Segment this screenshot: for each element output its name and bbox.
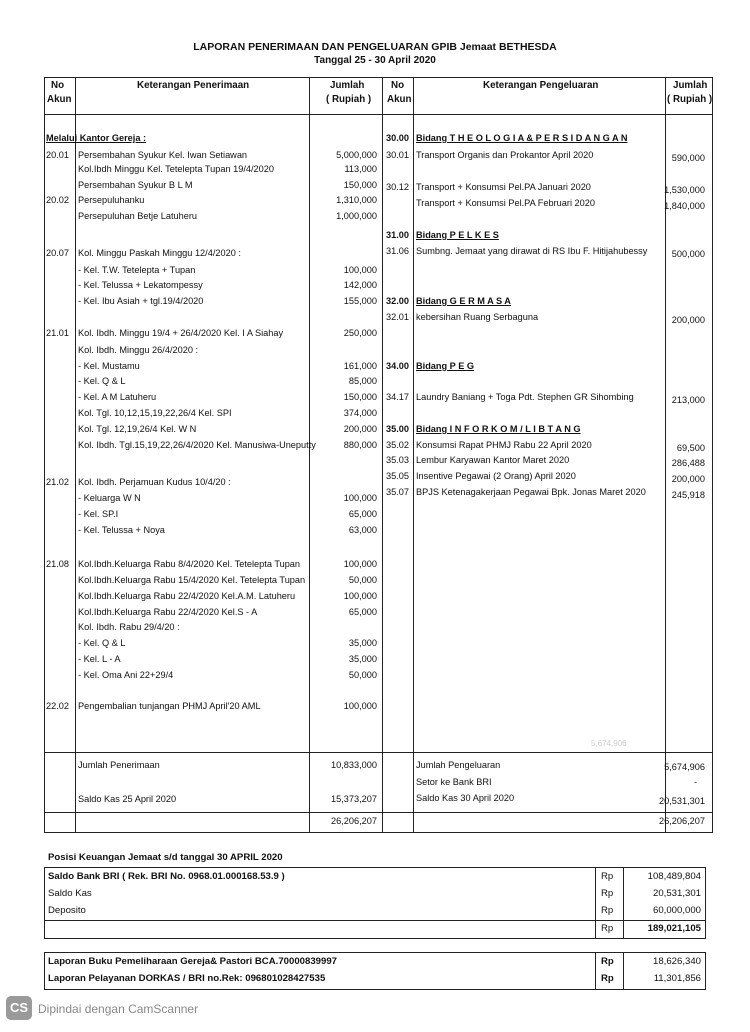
receipt-amount: 200,000	[343, 424, 377, 434]
posisi-label: Saldo Kas	[48, 888, 92, 899]
col-header-akun: Akun	[387, 94, 412, 105]
receipt-akun: 20.02	[46, 195, 69, 205]
posisi-total-currency: Rp	[601, 923, 614, 934]
laporan-table	[44, 952, 706, 990]
col-header-no: No	[51, 80, 65, 91]
receipt-desc: - Keluarga W N	[78, 493, 141, 503]
col-divider	[309, 78, 310, 832]
expense-desc: Transport Organis dan Prokantor April 2020	[416, 150, 594, 160]
header-divider	[45, 114, 712, 115]
report-table	[44, 77, 713, 833]
posisi-label: Deposito	[48, 905, 86, 916]
receipt-desc: Kol. Minggu Paskah Minggu 12/4/2020 :	[78, 248, 241, 258]
expense-amount: 500,000	[671, 249, 705, 259]
receipt-amount: 50,000	[348, 670, 377, 680]
saldo-kas-awal-value: 15,373,207	[331, 794, 377, 804]
grand-total-right: 26,206,207	[659, 816, 705, 826]
col-header-rupiah: ( Rupiah )	[667, 94, 713, 105]
grand-total-divider	[45, 812, 712, 813]
col-header-akun: Akun	[47, 94, 72, 105]
receipt-desc: - Kel. T.W. Tetelepta + Tupan	[78, 265, 196, 275]
posisi-amount: 60,000,000	[652, 905, 701, 916]
receipt-amount: 1,000,000	[336, 211, 377, 221]
receipt-amount: 161,000	[343, 361, 377, 371]
receipt-desc: Kol. Ibdh. Minggu 26/4/2020 :	[78, 345, 199, 355]
expense-amount: 1,840,000	[664, 201, 705, 211]
receipt-akun: 21.08	[46, 559, 69, 569]
setor-bank-value: -	[693, 777, 697, 787]
col-header-jumlah: Jumlah	[673, 80, 708, 91]
posisi-currency: Rp	[601, 905, 614, 916]
receipt-desc: Kol. Ibdh. Minggu 19/4 + 26/4/2020 Kel. I A Siahay	[78, 328, 284, 338]
expense-desc: Bidang P E G	[416, 361, 475, 371]
expense-desc: Sumbng. Jemaat yang dirawat di RS Ibu F. Hitijahubessy	[416, 246, 648, 256]
receipt-amount: 880,000	[343, 440, 377, 450]
setor-bank-label: Setor ke Bank BRI	[416, 777, 492, 787]
receipt-amount: 35,000	[348, 654, 377, 664]
receipt-amount: 113,000	[344, 164, 377, 174]
receipt-amount: 374,000	[343, 408, 377, 418]
receipt-amount: 100,000	[343, 591, 377, 601]
faint-note: 5,674,906	[591, 739, 627, 748]
camscanner-text: Dipindai dengan CamScanner	[38, 1002, 199, 1016]
expense-amount: 286,488	[671, 458, 705, 468]
laporan-label: Laporan Buku Pemeliharaan Gereja& Pastori BCA.70000839997	[48, 956, 338, 967]
receipt-desc: Kol. Ibdh. Rabu 29/4/20 :	[78, 622, 180, 632]
receipt-amount: 142,000	[343, 280, 377, 290]
col-header-jumlah: Jumlah	[330, 80, 365, 91]
receipt-desc: - Kel. Mustamu	[78, 361, 140, 371]
report-title: LAPORAN PENERIMAAN DAN PENGELUARAN GPIB Jemaat BETHESDA	[193, 41, 557, 53]
expense-desc: Bidang I N F O R K O M / L I B T A N G	[416, 424, 581, 434]
expense-desc: Bidang G E R M A S A	[416, 296, 511, 306]
jumlah-penerimaan-label: Jumlah Penerimaan	[78, 760, 160, 770]
receipt-desc: - Kel. SP.I	[78, 509, 119, 519]
receipt-desc: - Kel. Ibu Asiah + tgl.19/4/2020	[78, 296, 204, 306]
expense-desc: Lembur Karyawan Kantor Maret 2020	[416, 455, 570, 465]
expense-amount: 200,000	[671, 474, 705, 484]
col-divider	[595, 868, 596, 938]
receipt-amount: 100,000	[343, 701, 377, 711]
posisi-currency: Rp	[601, 871, 614, 882]
receipt-akun: 20.07	[46, 248, 69, 258]
expense-desc: kebersihan Ruang Serbaguna	[416, 312, 539, 322]
expense-desc: BPJS Ketenagakerjaan Pegawai Bpk. Jonas Maret 2020	[416, 487, 646, 497]
receipt-desc: Kol.Ibdh.Keluarga Rabu 8/4/2020 Kel. Tetelepta Tupan	[78, 559, 301, 569]
receipt-amount: 155,000	[343, 296, 377, 306]
posisi-amount: 20,531,301	[652, 888, 701, 899]
saldo-kas-akhir-value: 20,531,301	[659, 796, 705, 806]
receipt-akun: 21.01	[46, 328, 69, 338]
col-header-pengeluaran: Keterangan Pengeluaran	[483, 80, 599, 91]
col-divider	[413, 78, 414, 832]
posisi-table	[44, 867, 706, 939]
expense-akun: 35.02	[386, 440, 409, 450]
receipt-desc: Kol. Ibdh. Tgl.15,19,22,26/4/2020 Kel. Manusiwa-Uneputty	[78, 440, 316, 450]
expense-desc: Laundry Baniang + Toga Pdt. Stephen GR Sihombing	[416, 392, 634, 402]
expense-akun: 35.03	[386, 455, 409, 465]
receipt-akun: 22.02	[46, 701, 69, 711]
receipt-desc: - Kel. Q & L	[78, 638, 126, 648]
receipt-desc: - Kel. Q & L	[78, 376, 126, 386]
expense-desc: Bidang T H E O L O G I A & P E R S I D A N G A N	[416, 133, 628, 143]
expense-akun: 30.12	[386, 182, 409, 192]
expense-akun: 34.00	[386, 361, 409, 371]
receipt-desc: Kol.Ibdh.Keluarga Rabu 22/4/2020 Kel.S - A	[78, 607, 258, 617]
receipt-desc: - Kel. Oma Ani 22+29/4	[78, 670, 174, 680]
receipt-amount: 35,000	[348, 638, 377, 648]
receipt-amount: 50,000	[348, 575, 377, 585]
expense-amount: 213,000	[671, 395, 705, 405]
receipt-desc: Persembahan Syukur Kel. Iwan Setiawan	[78, 150, 248, 160]
posisi-total-value: 189,021,105	[647, 923, 701, 934]
expense-akun: 30.00	[386, 133, 409, 143]
camscanner-logo: CS	[6, 996, 32, 1020]
receipt-desc: Persepuluhanku	[78, 195, 145, 205]
receipt-desc: Persembahan Syukur B L M	[78, 180, 193, 190]
expense-akun: 34.17	[386, 392, 409, 402]
col-header-rupiah: ( Rupiah )	[326, 94, 372, 105]
col-divider	[382, 78, 383, 832]
expense-akun: 35.07	[386, 487, 409, 497]
laporan-amount: 18,626,340	[652, 956, 701, 967]
expense-akun: 32.01	[386, 312, 409, 322]
receipt-desc: Pengembalian tunjangan PHMJ April'20 AML	[78, 701, 261, 711]
receipt-desc: Melalui Kantor Gereja :	[46, 133, 147, 143]
receipt-amount: 100,000	[343, 559, 377, 569]
expense-amount: 590,000	[671, 153, 705, 163]
expense-desc: Transport + Konsumsi Pel.PA Februari 2020	[416, 198, 595, 208]
laporan-currency: Rp	[601, 973, 614, 984]
expense-amount: 200,000	[671, 315, 705, 325]
receipt-desc: Persepuluhan Betje Latuheru	[78, 211, 198, 221]
receipt-desc: Kol. Ibdh. Perjamuan Kudus 10/4/20 :	[78, 477, 231, 487]
receipt-desc: - Kel. Telussa + Lekatompessy	[78, 280, 203, 290]
receipt-desc: Kol.Ibdh.Keluarga Rabu 22/4/2020 Kel.A.M. Latuheru	[78, 591, 296, 601]
receipt-desc: - Kel. A M Latuheru	[78, 392, 157, 402]
receipt-desc: Kol. Tgl. 12,19,26/4 Kel. W N	[78, 424, 197, 434]
expense-akun: 32.00	[386, 296, 409, 306]
receipt-akun: 20.01	[46, 150, 69, 160]
col-divider	[595, 953, 596, 989]
jumlah-pengeluaran-label: Jumlah Pengeluaran	[416, 760, 501, 770]
expense-akun: 31.06	[386, 246, 409, 256]
saldo-kas-awal-label: Saldo Kas 25 April 2020	[78, 794, 177, 804]
expense-akun: 30.01	[386, 150, 409, 160]
jumlah-penerimaan-value: 10,833,000	[331, 760, 377, 770]
receipt-desc: Kol. Tgl. 10,12,15,19,22,26/4 Kel. SPI	[78, 408, 232, 418]
posisi-currency: Rp	[601, 888, 614, 899]
posisi-label: Saldo Bank BRI ( Rek. BRI No. 0968.01.000168.53.9 )	[48, 871, 285, 882]
receipt-amount: 65,000	[348, 509, 377, 519]
jumlah-pengeluaran-value: 5,674,906	[664, 762, 705, 772]
saldo-kas-akhir-label: Saldo Kas 30 April 2020	[416, 793, 515, 803]
expense-desc: Bidang P E L K E S	[416, 230, 499, 240]
camscanner-watermark	[6, 996, 256, 1022]
receipt-desc: - Kel. Telussa + Noya	[78, 525, 165, 535]
receipt-amount: 150,000	[343, 392, 377, 402]
col-header-no: No	[391, 80, 405, 91]
expense-amount: 69,500	[676, 443, 705, 453]
receipt-amount: 1,310,000	[336, 195, 377, 205]
posisi-total-divider	[45, 920, 705, 921]
receipt-akun: 21.02	[46, 477, 69, 487]
posisi-amount: 108,489,804	[647, 871, 701, 882]
posisi-title: Posisi Keuangan Jemaat s/d tanggal 30 APRIL 2020	[48, 852, 283, 863]
receipt-amount: 250,000	[343, 328, 377, 338]
receipt-amount: 5,000,000	[336, 150, 377, 160]
expense-amount: 245,918	[671, 490, 705, 500]
receipt-amount: 85,000	[348, 376, 377, 386]
report-date: Tanggal 25 - 30 April 2020	[314, 55, 436, 66]
receipt-desc: Kol.Ibdh Minggu Kel. Tetelepta Tupan 19/4/2020	[78, 164, 274, 174]
receipt-amount: 150,000	[343, 180, 377, 190]
expense-akun: 35.05	[386, 471, 409, 481]
col-divider	[623, 953, 624, 989]
expense-desc: Transport + Konsumsi Pel.PA Januari 2020	[416, 182, 591, 192]
receipt-amount: 63,000	[348, 525, 377, 535]
laporan-amount: 11,301,856	[653, 973, 701, 984]
receipt-desc: Kol.Ibdh.Keluarga Rabu 15/4/2020 Kel. Tetelepta Tupan	[78, 575, 306, 585]
receipt-amount: 100,000	[343, 265, 377, 275]
totals-divider	[45, 752, 712, 753]
expense-amount: 1,530,000	[664, 185, 705, 195]
expense-desc: Konsumsi Rapat PHMJ Rabu 22 April 2020	[416, 440, 592, 450]
receipt-desc: - Kel. L - A	[78, 654, 121, 664]
receipt-amount: 100,000	[343, 493, 377, 503]
col-header-penerimaan: Keterangan Penerimaan	[137, 80, 250, 91]
expense-akun: 31.00	[386, 230, 409, 240]
col-divider	[623, 868, 624, 938]
laporan-currency: Rp	[601, 956, 614, 967]
col-divider	[75, 78, 76, 832]
grand-total-left: 26,206,207	[331, 816, 377, 826]
receipt-amount: 65,000	[348, 607, 377, 617]
expense-akun: 35.00	[386, 424, 409, 434]
laporan-label: Laporan Pelayanan DORKAS / BRI no.Rek: 096801028427535	[48, 973, 326, 984]
expense-desc: Insentive Pegawai (2 Orang) April 2020	[416, 471, 576, 481]
